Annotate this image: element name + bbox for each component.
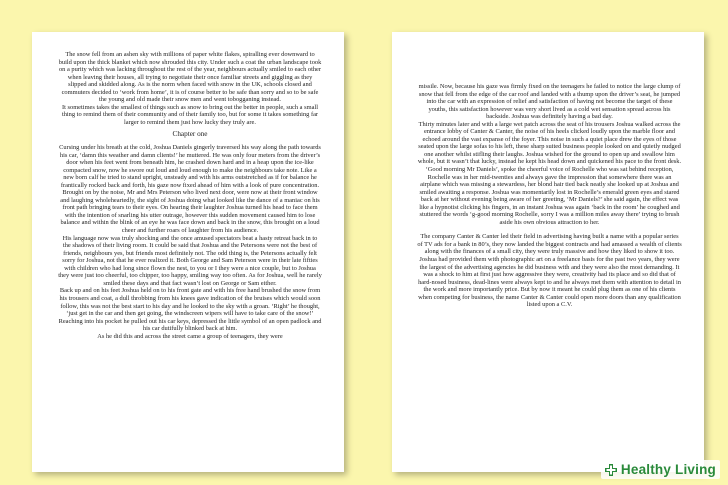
watermark-label: Healthy Living xyxy=(620,462,716,477)
story-paragraph: missile. Now, because his gaze was firmly fixed on the teenagers he failed to notice the large clump of snow that fell from the edge of the car roof and landed with a thump upon the driver’s seat, he jumped into the car with an expression of relief and satisfaction of having not become the target of these youths, this satisfaction however was very short lived as a cold wet sensation spread across his backside. Joshua was definitely having a bad day. xyxy=(418,83,681,121)
page-left-text xyxy=(58,51,322,340)
paragraph-spacer xyxy=(417,226,682,233)
healthy-living-watermark xyxy=(601,460,720,479)
manuscript-page-left xyxy=(32,32,344,472)
chapter-paragraph: Cursing under his breath at the cold, Joshua Daniels gingerly traversed his way along the path towards his car, ‘damn this weather and damn clients!’ he muttered. He was only four meters from the driver’s door when his feet went from beneath him, he crashed down hard and in a heap upon the ice-like compacted snow, now he swore out loud and loud enough to make the neighbours take note. Like a new born calf he tried to stand upright, unsteady and with his arms outstretched as if for balance he frantically rocked back and forth, his gaze now fixed ahead of him with a look of pure concentration. Brought on by the noise, Mr and Mrs Peterson who lived next door, were now at their front window and laughing wholeheartedly, the sight of Joshua doing what looked like the dance of a maniac on his front path bringing tears to their eyes. On hearing their laughter Joshua turned his head to face them with the intention of snarling his utter outrage, however this sudden movement caused him to lose balance and within the blink of an eye he was face down and back in the snow, this brought on a loud cheer and further roars of laughter from his audience. xyxy=(59,144,321,235)
intro-paragraph: The snow fell from an ashen sky with millions of paper white flakes, spiralling ever downward to build upon the thick blanket which now shrouded this city. Under such a coat the urban landscape took on a purity which was lacking throughout the rest of the year, neighbours actually smiled to each other when leaving their houses, all trying to negotiate their once familiar streets and giggling as they slipped and skidded along. As is the norm when faced with snow in the UK, schools closed and commuters decided to ‘work from home’, it is of course better to be safe than sorry and so to be safe the young and old made their snow men and went tobogganing instead. xyxy=(58,51,322,104)
manuscript-page-right xyxy=(392,32,704,472)
chapter-heading: Chapter one xyxy=(172,130,208,139)
intro-paragraph: It sometimes takes the smallest of things such as snow to bring out the better in people, such a small thing to remind them of their community and of their family too, but for some it takes something far larger to remind them just how lucky they truly are. xyxy=(61,103,319,126)
chapter-paragraph: Back up and on his feet Joshua held on to his front gate and with his free hand brushed the snow from his trousers and coat, a dull throbbing from his knees gave indication of the bruises which would soon follow, this was not the best start to his day and he looked to the sky with a groan. ‘Right’ he thought, ‘just get in the car and then get going, the windscreen wipers will have to take care of the snow!’ Reaching into his pocket he pulled out his car keys, depressed the little symbol of an open padlock and his car dutifully blinked back at him. xyxy=(58,287,322,333)
page-right-text xyxy=(417,83,682,309)
plus-cross-icon xyxy=(604,463,618,477)
chapter-paragraph: His language now was truly shocking and the once amused spectators beat a hasty retreat back in to the shadows of their living room. It could be said that Joshua and the Petersons were not the best of friends, neighbours yes, but friends most definitely not. The odd thing is, the Petersons actually felt sorry for Joshua, not that he ever realized it. Both George and Sam Peterson were in their late fifties with children who had long since flown the nest, to you or I they were a nice couple, but to Joshua they were just too cheerful, too chipper, too happy, smiling way too often. As for Joshua, well he rarely smiled these days and that fact wasn’t lost on George or Sam either. xyxy=(58,234,322,287)
story-paragraph: Thirty minutes later and with a large wet patch across the seat of his trousers Joshua walked across the entrance lobby of Canter & Canter, the noise of his heels clicked loudly upon the marble floor and echoed around the vast expanse of the foyer. This noise in such a quiet place drew the eyes of those seated upon the large sofas to his left, these sharp suited business people looked on and quietly nudged one another whilst stifling their laughs. Joshua wished for the ground to open up and swallow him whole, but it wasn’t that lucky, instead he kept his head down and quickened his pace to the front desk. xyxy=(417,120,682,166)
story-paragraph: ‘Good morning Mr Daniels’, spoke the cheerful voice of Rochelle who was sat behind reception, Rochelle was in her mid-twenties and always gave the impression that somewhere there was an airplane which was missing a stewardess, her blond hair tied back neatly she looked up at Joshua and smiled awaiting a response. Joshua was momentarily lost in Rochelle’s emerald green eyes and stared back at her without evening being aware of her greeting, ‘Mr Daniels?’ she said again, the effect was like a hypnotist clicking his fingers, in an instant Joshua was again ‘back in the room’ he coughed and stuttered the words ‘g-good morning Rochelle, sorry I was a million miles away there’ trying to brush aside his own obvious attraction to her. xyxy=(419,166,680,226)
story-paragraph: The company Canter & Canter led their field in advertising having built a name with a popular series of TV ads for a bank in 80’s, they now landed the biggest contracts and had amassed a wealth of clients along with the finances of a small city, they were truly massive and how they liked to show it too. Joshua had provided them with photographic art on a freelance basis for the past two years, they were the largest of the advertising agencies he did business with and they were also the most demanding. It was a shock to him at first just how aggressive they were, creativity had its place and so did that of hard-nosed business, dead-lines were always kept to and he always met them with attention to detail in the work and more importantly price. But by now it meant he could plug them as one of his clients when competing for business, the name Canter & Canter could open more doors than any qualification listed upon a C.V. xyxy=(417,233,682,309)
chapter-paragraph: As he did this and across the street came a group of teenagers, they were xyxy=(97,332,283,340)
